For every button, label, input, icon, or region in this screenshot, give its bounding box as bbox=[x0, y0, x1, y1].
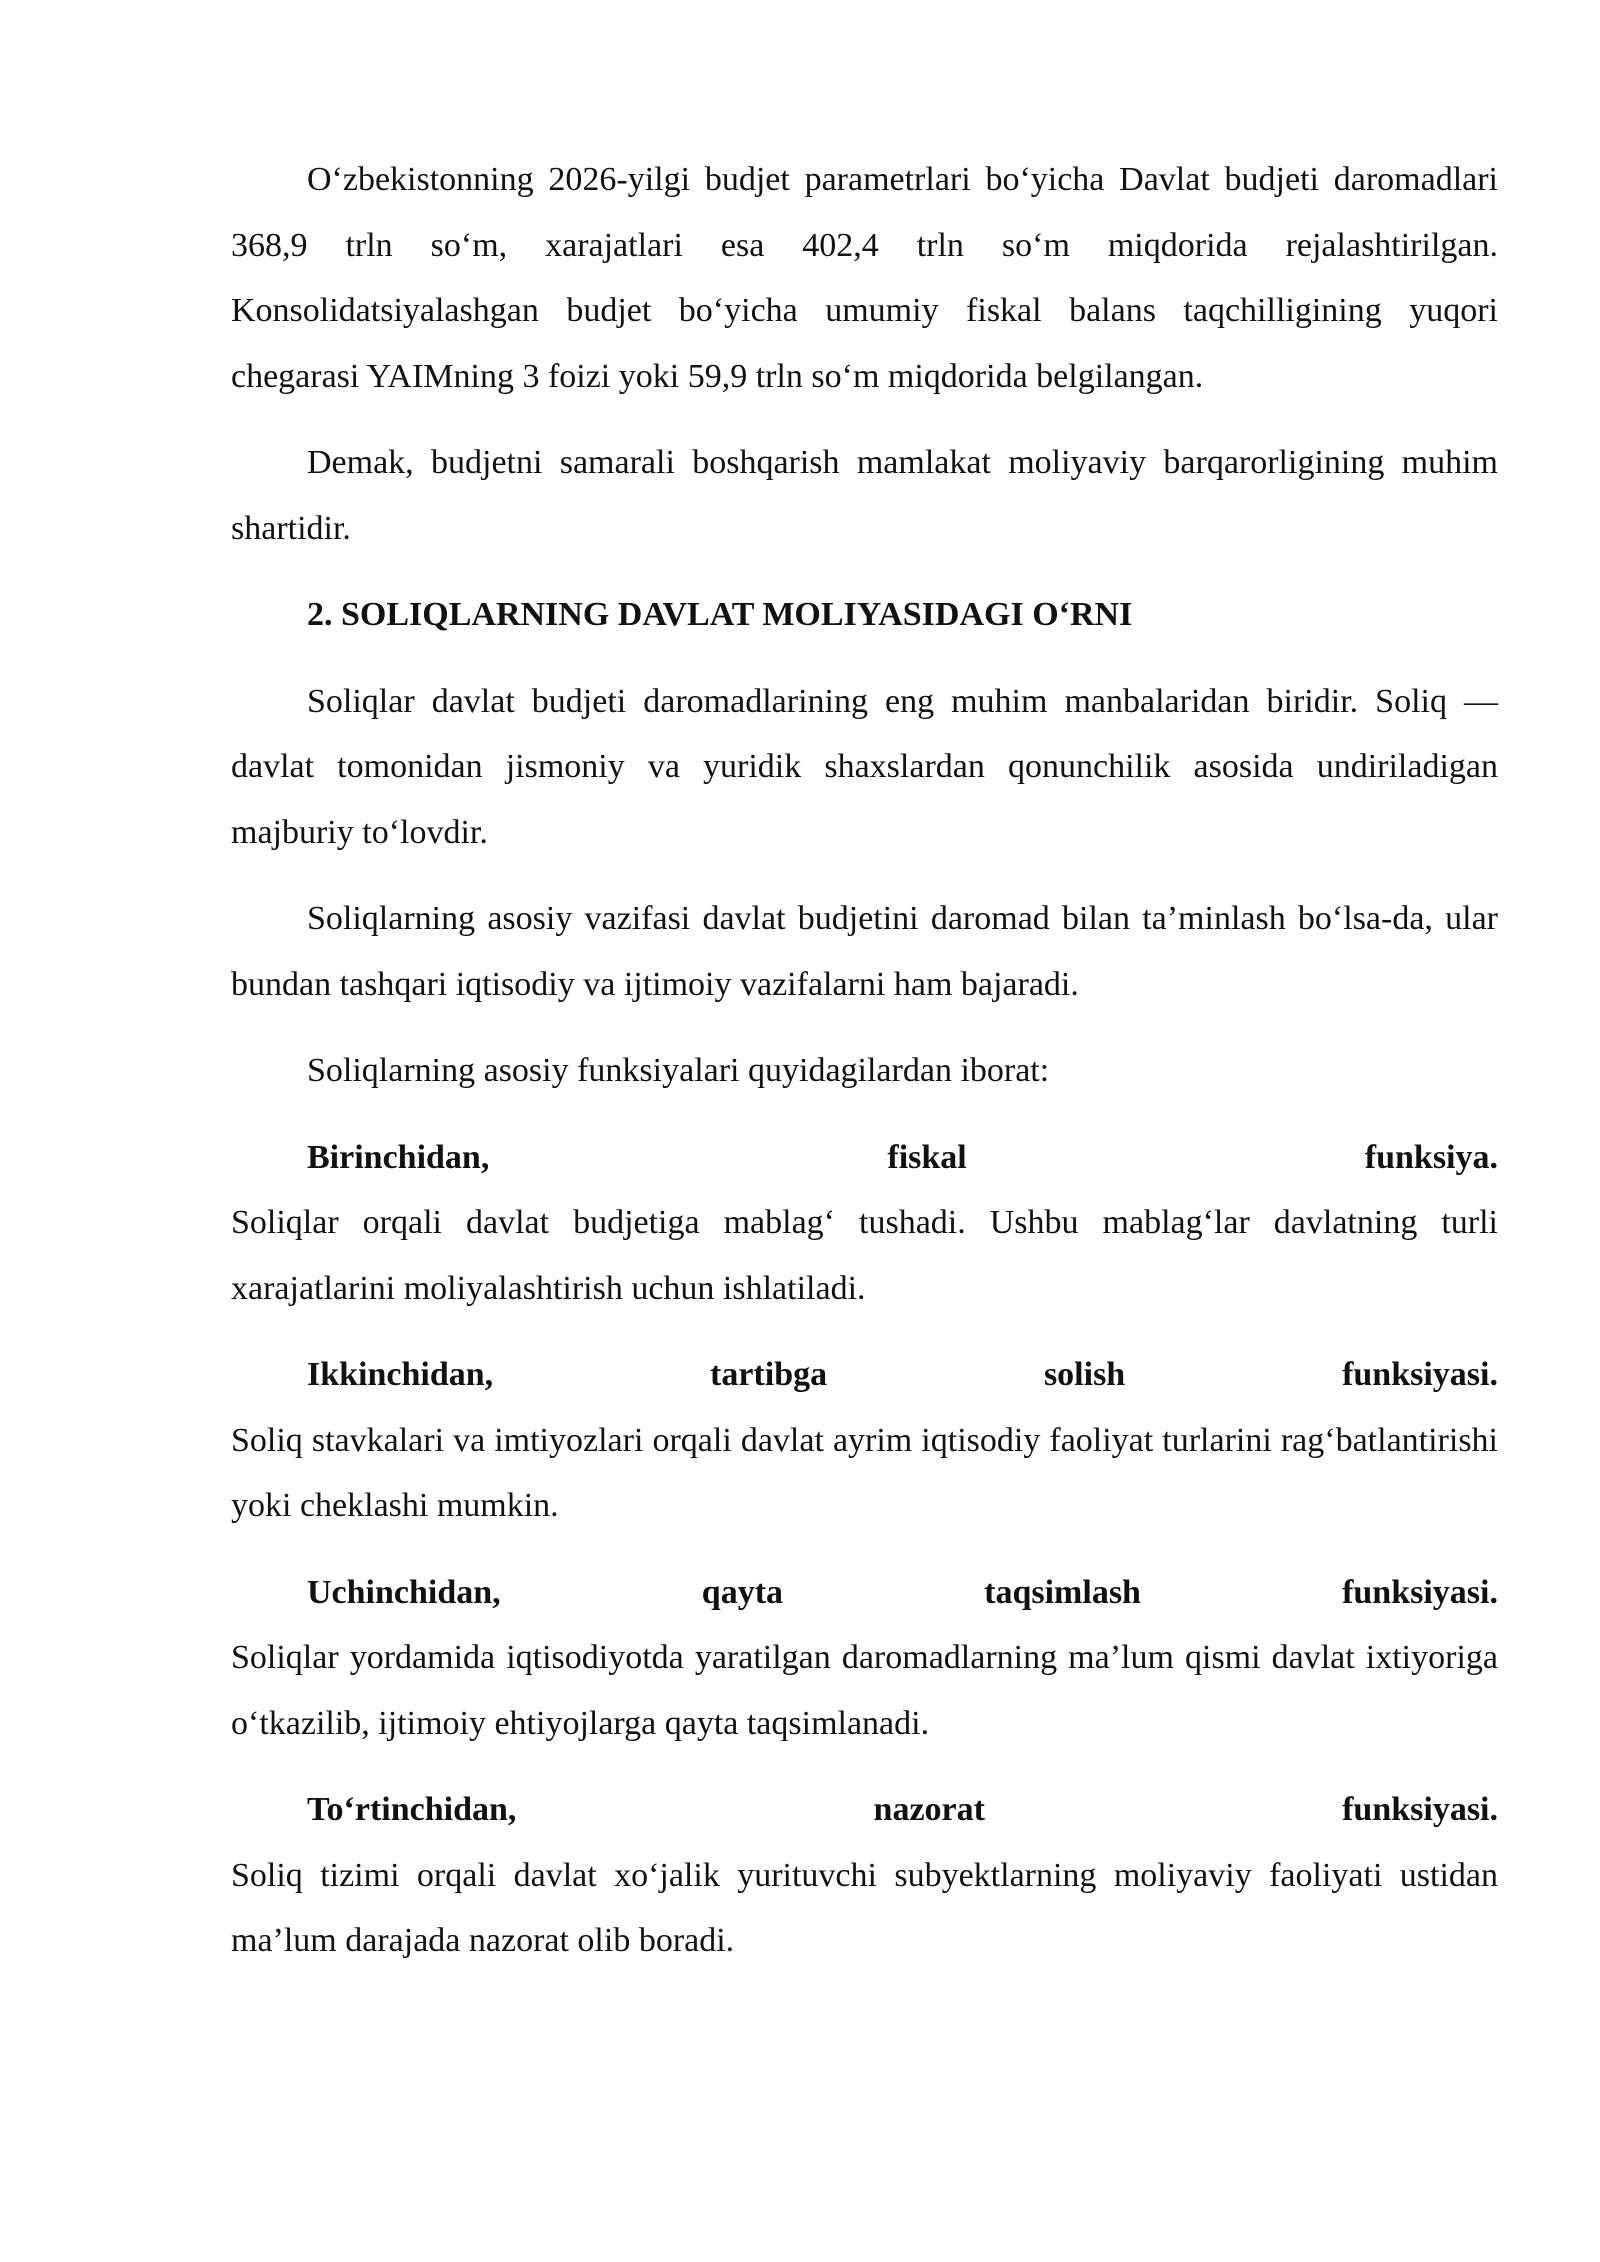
function-title bbox=[231, 1777, 1498, 1843]
function-title-word: funksiyasi. bbox=[1342, 1573, 1498, 1611]
function-body: Soliq tizimi orqali davlat xo‘jalik yurituvchi subyektlarning moliyaviy faoliyati ustidan ma’lum darajada nazorat olib boradi. bbox=[231, 1856, 1498, 1959]
function-title-word: tartibga bbox=[710, 1356, 828, 1393]
function-title-word: nazorat bbox=[873, 1791, 985, 1828]
function-title-word: funksiyasi. bbox=[1342, 1356, 1498, 1393]
document-page bbox=[231, 147, 1498, 1974]
paragraph-tax-definition: Soliqlar davlat budjeti daromadlarining eng muhim manbalaridan biridir. Soliq — davlat tomonidan jismoniy va yuridik shaxslardan qonunchilik asosida undiriladigan majburiy to‘lovdir. bbox=[231, 682, 1498, 851]
function-body: Soliq stavkalari va imtiyozlari orqali davlat ayrim iqtisodiy faoliyat turlarini rag‘batlantirishi yoki cheklashi mumkin. bbox=[231, 1421, 1498, 1524]
section-heading: 2. SOLIQLARNING DAVLAT MOLIYASIDAGI O‘RNI bbox=[307, 596, 1133, 633]
function-title-word: fiskal bbox=[887, 1138, 967, 1176]
function-control bbox=[231, 1777, 1498, 1974]
paragraph-functions-intro: Soliqlarning asosiy funksiyalari quyidagilardan iborat: bbox=[307, 1052, 1050, 1089]
function-title-word: taqsimlash bbox=[984, 1573, 1141, 1611]
function-regulatory bbox=[231, 1342, 1498, 1539]
function-body: Soliqlar yordamida iqtisodiyotda yaratilgan daromadlarning ma’lum qismi davlat ixtiyoriga o‘tkazilib, ijtimoiy ehtiyojlarga qayta taqsimlanadi. bbox=[231, 1639, 1498, 1742]
function-title-word: qayta bbox=[701, 1573, 784, 1611]
paragraph-budget-management: Demak, budjetni samarali boshqarish mamlakat moliyaviy barqarorligining muhim shartidir. bbox=[231, 444, 1498, 547]
function-fiscal bbox=[231, 1125, 1498, 1322]
paragraph-tax-purpose: Soliqlarning asosiy vazifasi davlat budjetini daromad bilan ta’minlash bo‘lsa-da, ular bundan tashqari iqtisodiy va ijtimoiy vazifalarni ham bajaradi. bbox=[231, 900, 1498, 1003]
function-title bbox=[231, 1342, 1498, 1408]
function-title-word: solish bbox=[1043, 1356, 1126, 1393]
paragraph-budget-parameters: O‘zbekistonning 2026-yilgi budjet parametrlari bo‘yicha Davlat budjeti daromadlari 368,9 trln so‘m, xarajatlari esa 402,4 trln so‘m miqdorida rejalashtirilgan. Konsolidatsiyalashgan budjet bo‘yicha umumiy fiskal balans taqchilligining yuqori chegarasi YAIMning 3 foizi yoki 59,9 trln so‘m miqdorida belgilangan. bbox=[231, 161, 1498, 395]
function-body: Soliqlar orqali davlat budjetiga mablag‘ tushadi. Ushbu mablag‘lar davlatning turli xarajatlarini moliyalashtirish uchun ishlatiladi. bbox=[231, 1204, 1498, 1307]
function-title-word: Birinchidan, bbox=[307, 1138, 490, 1176]
function-title-word: Uchinchidan, bbox=[307, 1573, 501, 1611]
function-title-word: funksiya. bbox=[1364, 1138, 1498, 1176]
function-title-word: To‘rtinchidan, bbox=[307, 1791, 517, 1828]
function-title bbox=[231, 1560, 1498, 1626]
function-redistribution bbox=[231, 1560, 1498, 1757]
function-title-word: Ikkinchidan, bbox=[307, 1356, 494, 1393]
function-title-word: funksiyasi. bbox=[1342, 1791, 1498, 1828]
function-title bbox=[231, 1125, 1498, 1191]
